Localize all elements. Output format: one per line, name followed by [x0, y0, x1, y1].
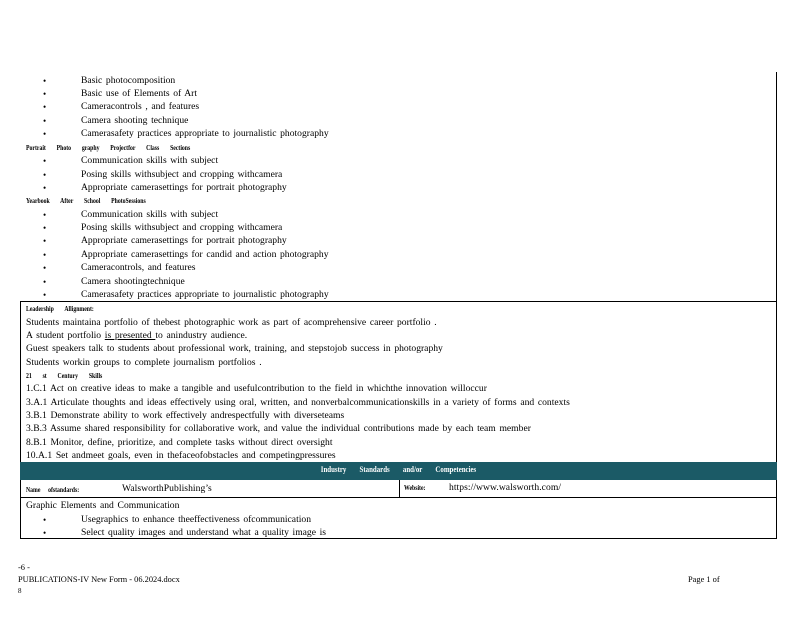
bullet-dot: •	[43, 102, 47, 112]
skill-line: 8.B.1 Monitor, define, prioritize, and complete tasks without direct oversight	[26, 437, 333, 448]
skill-line: 3.B.1 Demonstrate ability to work effectively andrespectfully with diverseteams	[26, 410, 345, 421]
standards-name-value: WalsworthPublishing’s	[122, 483, 212, 494]
list-item: Select quality images and understand what a quality image is	[81, 527, 326, 538]
list-item: Cameracontrols , and features	[81, 101, 200, 112]
list-item: Camerasafety practices appropriate to journalistic photography	[81, 128, 329, 139]
leadership-line-prefix: A student portfolio	[26, 330, 105, 341]
leadership-line-suffix: to anindustry audience.	[155, 330, 248, 341]
bullet-dot: •	[43, 89, 47, 99]
bullet-dot: •	[43, 263, 47, 273]
list-item: Basic photocomposition	[81, 75, 176, 86]
leadership-underlined-text: is presented	[104, 330, 156, 341]
list-item: Communication skills with subject	[81, 155, 219, 166]
list-item: Cameracontrols, and features	[81, 262, 196, 273]
page-marker: -6 -	[18, 563, 30, 572]
leadership-line: Guest speakers talk to students about professional work, training, and stepstojob success in photography	[26, 343, 443, 354]
industry-column-divider	[399, 480, 400, 497]
frame-left-line	[20, 301, 21, 539]
file-path: PUBLICATIONS-IV New Form - 06.2024.docx	[18, 575, 180, 584]
website-label: Website:	[404, 483, 426, 492]
leadership-line: Students maintaina portfolio of thebest photographic work as part of acomprehensive career portfolio .	[26, 317, 437, 328]
list-item: Communication skills with subject	[81, 209, 219, 220]
century-skills-heading: 21 st Century Skills	[26, 371, 103, 380]
bullet-dot: •	[43, 223, 47, 233]
bullet-dot: •	[43, 290, 47, 300]
leadership-line: Students workin groups to complete journalism portfolios .	[26, 357, 262, 368]
list-item: Posing skills withsubject and cropping withcamera	[81, 222, 283, 233]
bullet-dot: •	[43, 156, 47, 166]
bullet-dot: •	[43, 183, 47, 193]
leadership-divider	[20, 301, 777, 302]
bullet-dot: •	[43, 129, 47, 139]
skill-line: 10.A.1 Set andmeet goals, even in thefaceofobstacles and competingpressures	[26, 450, 336, 461]
bullet-dot: •	[43, 250, 47, 260]
list-item: Camera shooting technique	[81, 115, 189, 126]
portrait-heading: Portrait Photo graphy Projectfor Class Sections	[26, 143, 191, 152]
page-of-label: Page 1 of	[688, 575, 720, 584]
skill-line: 3.A.1 Articulate thoughts and ideas effectively using oral, written, and nonverbalcommunicationskills in a variety of forms and contexts	[26, 397, 570, 408]
leadership-line	[26, 330, 247, 342]
industry-bottom-divider	[20, 497, 777, 498]
industry-standards-title: Industry Standards and/or Competencies	[320, 465, 477, 474]
skill-line: 3.B.3 Assume shared responsibility for collaborative work, and value the individual contributions made by each team member	[26, 423, 531, 434]
list-item: Appropriate camerasettings for portrait photography	[81, 182, 287, 193]
industry-standards-band	[20, 462, 777, 480]
bullet-dot: •	[43, 236, 47, 246]
bullet-dot: •	[43, 116, 47, 126]
bullet-dot: •	[43, 277, 47, 287]
bullet-dot: •	[43, 170, 47, 180]
list-item: Usegraphics to enhance theeffectiveness ofcommunication	[81, 514, 311, 525]
list-item: Appropriate camerasettings for candid and action photography	[81, 249, 329, 260]
list-item: Posing skills withsubject and cropping withcamera	[81, 169, 283, 180]
list-item: Basic use of Elements of Art	[81, 88, 198, 99]
bullet-dot: •	[43, 515, 47, 525]
bullet-dot: •	[43, 528, 47, 538]
page-total: 8	[18, 587, 22, 595]
skill-line: 1.C.1 Act on creative ideas to make a tangible and usefulcontribution to the field in whichthe innovation willoccur	[26, 383, 487, 394]
list-item: Camerasafety practices appropriate to journalistic photography	[81, 289, 329, 300]
website-link[interactable]: https://www.walsworth.com/	[449, 482, 562, 493]
list-item: Camera shootingtechnique	[81, 276, 185, 287]
yearbook-heading: Yearbook After School PhotoSessions	[26, 196, 146, 205]
graphic-heading: Graphic Elements and Communication	[26, 500, 180, 511]
standards-name-label: Name ofstandards:	[26, 485, 80, 494]
leadership-heading: Leadership Allignment:	[26, 304, 94, 313]
bullet-dot: •	[43, 76, 47, 86]
bullet-dot: •	[43, 210, 47, 220]
list-item: Appropriate camerasettings for portrait photography	[81, 235, 287, 246]
